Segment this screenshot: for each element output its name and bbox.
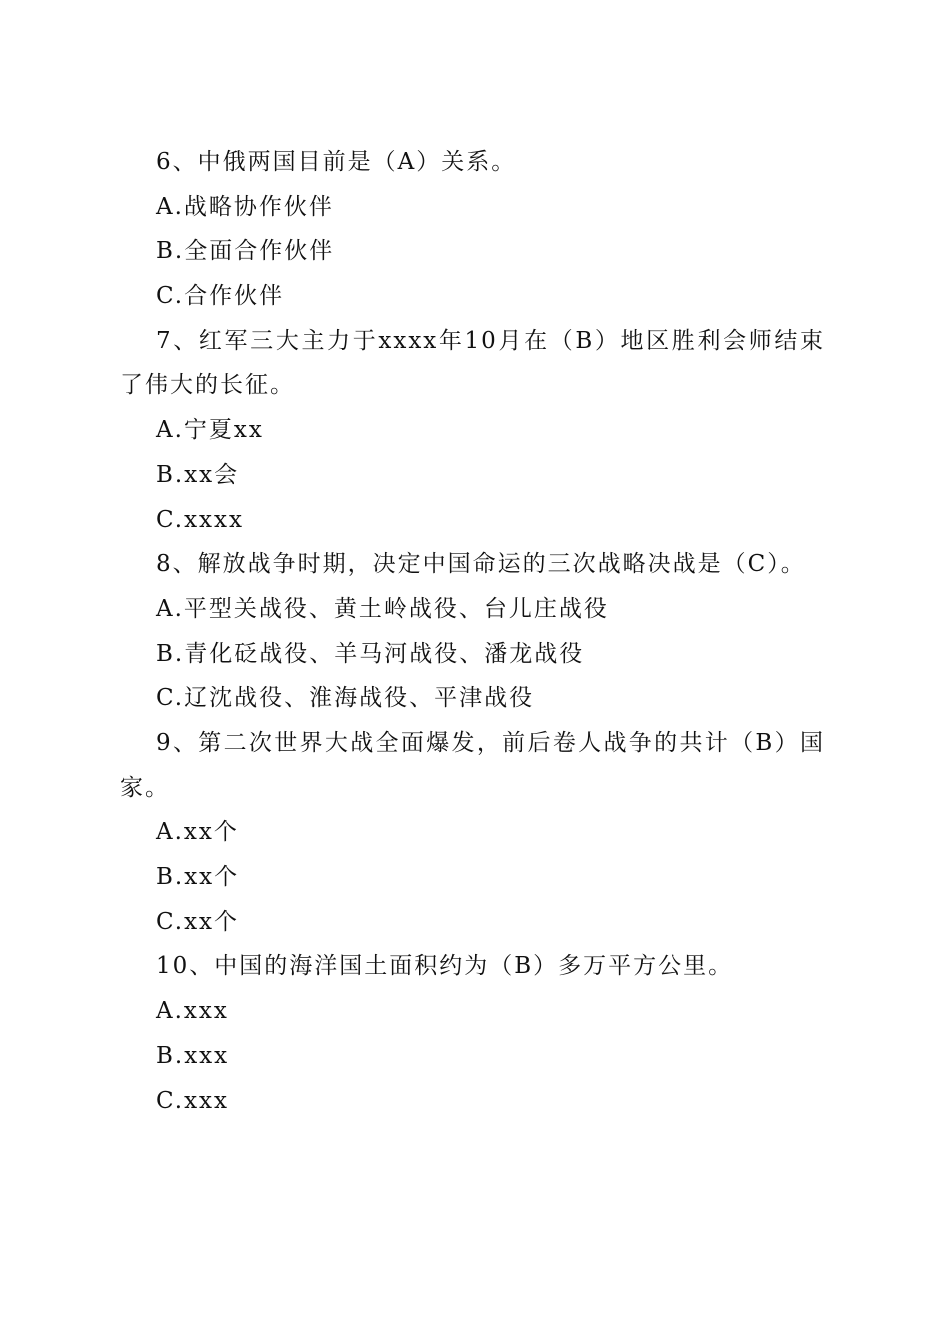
question-7-option-a: A.宁夏xx bbox=[156, 417, 264, 444]
question-6: 6、中俄两国目前是（A）关系。 bbox=[156, 149, 517, 175]
question-10-option-c: C.xxx bbox=[156, 1087, 230, 1114]
question-9-option-a: A.xx个 bbox=[156, 819, 239, 846]
question-8-option-c: C.辽沈战役、淮海战役、平津战役 bbox=[156, 685, 535, 712]
quiz-content bbox=[120, 140, 825, 1123]
question-9: 9、第二次世界大战全面爆发，前后卷人战争的共计（B）国家。 bbox=[120, 729, 825, 801]
question-6-option-b: B.全面合作伙伴 bbox=[156, 238, 335, 265]
question-9-option-c: C.xx个 bbox=[156, 908, 240, 935]
question-10: 10、中国的海洋国土面积约为（B）多万平方公里。 bbox=[156, 953, 734, 980]
question-6-option-c: C.合作伙伴 bbox=[156, 283, 285, 310]
question-10-option-b: B.xxx bbox=[156, 1042, 230, 1069]
question-7-option-b: B.xx会 bbox=[156, 461, 240, 488]
question-10-option-a: A.xxx bbox=[156, 998, 229, 1025]
question-8-option-a: A.平型关战役、黄土岭战役、台儿庄战役 bbox=[156, 595, 609, 622]
question-7-option-c: C.xxxx bbox=[156, 506, 244, 533]
question-8-option-b: B.青化砭战役、羊马河战役、潘龙战役 bbox=[156, 640, 585, 667]
question-9-option-b: B.xx个 bbox=[156, 864, 240, 891]
question-6-option-a: A.战略协作伙伴 bbox=[156, 193, 334, 220]
question-8: 8、解放战争时期，决定中国命运的三次战略决战是（C）。 bbox=[156, 551, 806, 578]
question-7: 7、红军三大主力于xxxx年10月在（B）地区胜利会师结束了伟大的长征。 bbox=[120, 327, 825, 399]
